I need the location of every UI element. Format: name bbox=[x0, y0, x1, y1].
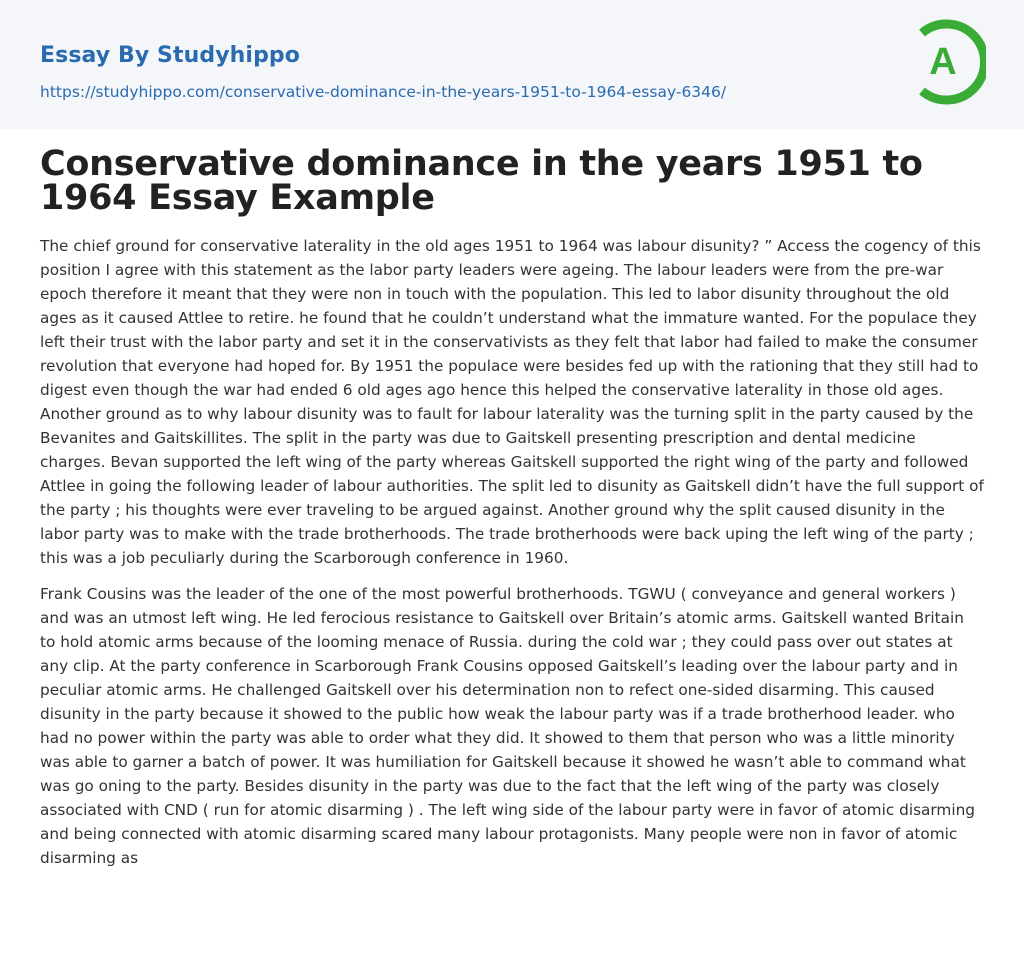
article-paragraph: Frank Cousins was the leader of the one of the most powerful brotherhoods. TGWU ( conveyance and general workers ) and was an utmost left wing. He led ferocious resistance to Gaitskell over Britain’s atomic arms. Gaitskell wanted Britain to hold atomic arms because of the looming menace of Russia. during the cold war ; they could pass over out states at any clip. At the party conference in Scarborough Frank Cousins opposed Gaitskell’s leading over the labour party and in peculiar atomic arms. He challenged Gaitskell over his determination non to refect one-sided disarming. This caused disunity in the party because it showed to the public how weak the labour party was if a trade brotherhood leader. who had no power within the party was able to order what they did. It showed to them that person who was a little minority was able to garner a batch of power. It was humiliation for Gaitskell because it showed he wasn’t able to command what was go oning to the party. Besides disunity in the party was due to the fact that the left wing of the party was closely associated with CND ( run for atomic disarming ) . The left wing side of the labour party were in favor of atomic disarming and being connected with atomic disarming scared many labour protagonists. Many people were non in favor of atomic disarming as bbox=[40, 585, 975, 867]
article-url-link[interactable]: https://studyhippo.com/conservative-dominance-in-the-years-1951-to-1964-essay-6346/ bbox=[40, 83, 727, 101]
site-header bbox=[0, 0, 1024, 129]
article-paragraph: The chief ground for conservative laterality in the old ages 1951 to 1964 was labour disunity? ” Access the cogency of this position I agree with this statement as the labor party leaders were ageing. The labour leaders were from the pre-war epoch therefore it meant that they were non in touch with the population. This led to labor disunity throughout the old ages as it caused Attlee to retire. he found that he couldn’t understand what the immature wanted. For the populace they left their trust with the labor party and set it in the conservativists as they felt that labor had failed to make the consumer revolution that everyone had hoped for. By 1951 the populace were besides fed up with the rationing that they still had to digest even though the war had ended 6 old ages ago hence this helped the conservative laterality in those old ages. Another ground as to why labour disunity was to fault for labour laterality was the turning split in the party caused by the Bevanites and Gaitskillites. The split in the party was due to Gaitskell presenting prescription and dental medicine charges. Bevan supported the left wing of the party whereas Gaitskell supported the right wing of the party and followed Attlee in going the following leader of labour authorities. The split led to disunity as Gaitskell didn’t have the full support of the party ; his thoughts were ever traveling to be argued against. Another ground why the split caused disunity in the labor party was to make with the trade brotherhoods. The trade brotherhoods were back uping the left wing of the party ; this was a job peculiarly during the Scarborough conference in 1960. bbox=[40, 237, 984, 567]
logo-letter: A bbox=[929, 41, 957, 83]
page-title: Conservative dominance in the years 1951 to 1964 Essay Example bbox=[40, 144, 923, 218]
studyhippo-logo-icon[interactable] bbox=[916, 19, 986, 105]
article bbox=[0, 129, 1024, 870]
site-brand[interactable]: Essay By Studyhippo bbox=[40, 43, 300, 68]
